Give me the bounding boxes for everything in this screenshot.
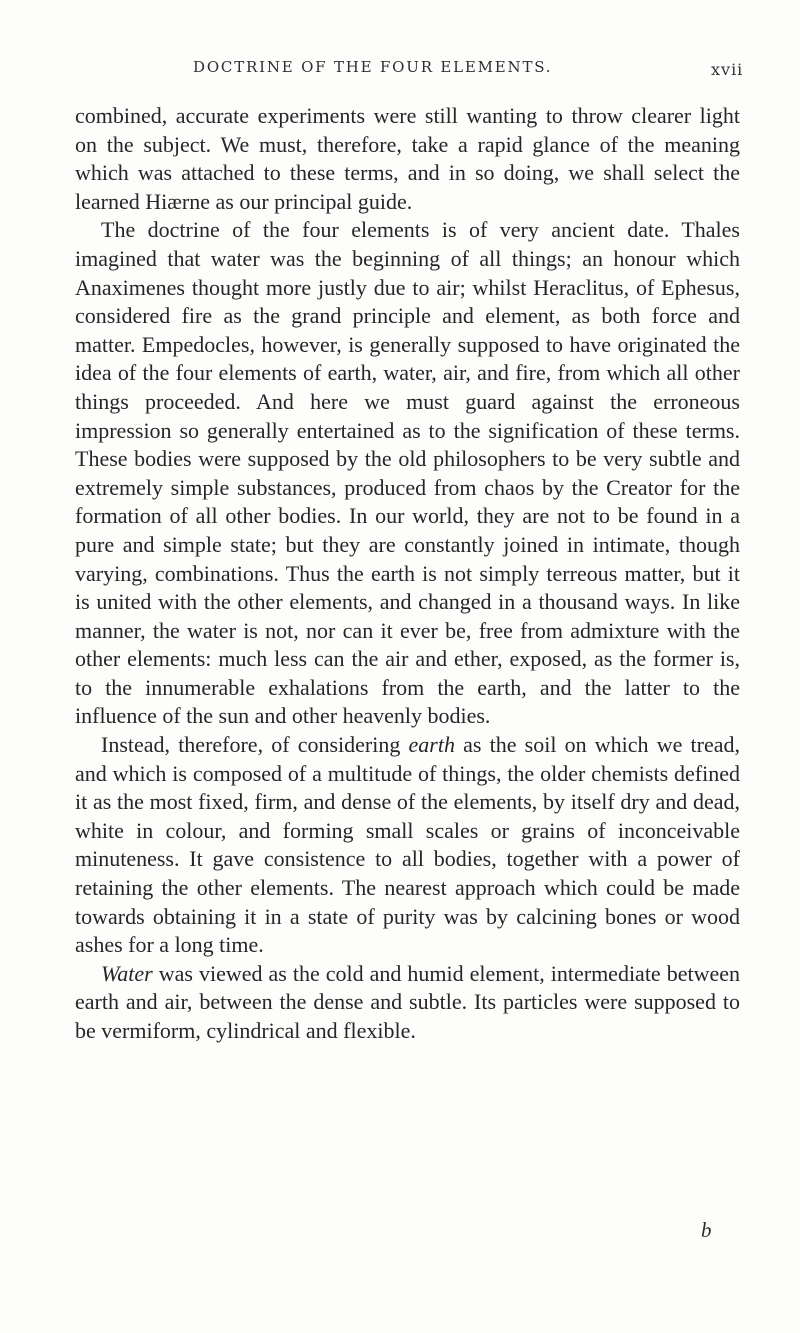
body-text [75,102,740,1046]
paragraph-1: combined, accurate experiments were still wanting to throw clearer light on the subject. We must, therefore, take a rapid glance of the meaning which was attached to these terms, and in so doing, we shall select the learned Hiærne as our principal guide. [75,103,740,214]
paragraph-4 [75,960,740,1046]
paragraph-4-rest: was viewed as the cold and humid element, intermediate between earth and air, between the dense and subtle. Its particles were supposed to be vermiform, cylindrical and flexible. [75,960,740,1043]
running-title: DOCTRINE OF THE FOUR ELEMENTS. [193,58,553,76]
paragraph-3-emphasis: earth [408,732,455,758]
paragraph-3 [75,731,740,960]
page-number: xvii [711,60,744,79]
signature-mark: b [701,1218,712,1242]
paragraph-3-rest: as the soil on which we tread, and which is composed of a multitude of things, the older chemists defined it as the most fixed, firm, and dense of the elements, by itself dry and dead, white in colour, and forming small scales or grains of inconceivable minuteness. It gave consistence to all bodies, together with a power of retaining the other elements. The nearest approach which could be made towards obtaining it in a state of purity was by calcining bones or wood ashes for a long time. [75,732,740,958]
paragraph-3-lead: Instead, therefore, of considering [101,732,409,758]
paragraph-2: The doctrine of the four elements is of very ancient date. Thales imagined that water was the beginning of all things; an honour which Anaximenes thought more justly due to air; whilst Heraclitus, of Ephesus, considered fire as the grand principle and element, as both force and matter. Empedocles, however, is generally supposed to have originated the idea of the four elements of earth, water, air, and fire, from which all other things proceeded. And here we must guard against the erroneous impression so generally entertained as to the signification of these terms. These bodies were supposed by the old philosophers to be very subtle and extremely simple substances, produced from chaos by the Creator for the formation of all other bodies. In our world, they are not to be found in a pure and simple state; but they are constantly joined in intimate, though varying, combinations. Thus the earth is not simply terreous matter, but it is united with the other elements, and changed in a thousand ways. In like manner, the water is not, nor can it ever be, free from admixture with the other elements: much less can the air and ether, exposed, as the former is, to the innumerable exhalations from the earth, and the latter to the influence of the sun and other heavenly bodies. [75,217,740,729]
paragraph-4-emphasis: Water [101,960,153,986]
